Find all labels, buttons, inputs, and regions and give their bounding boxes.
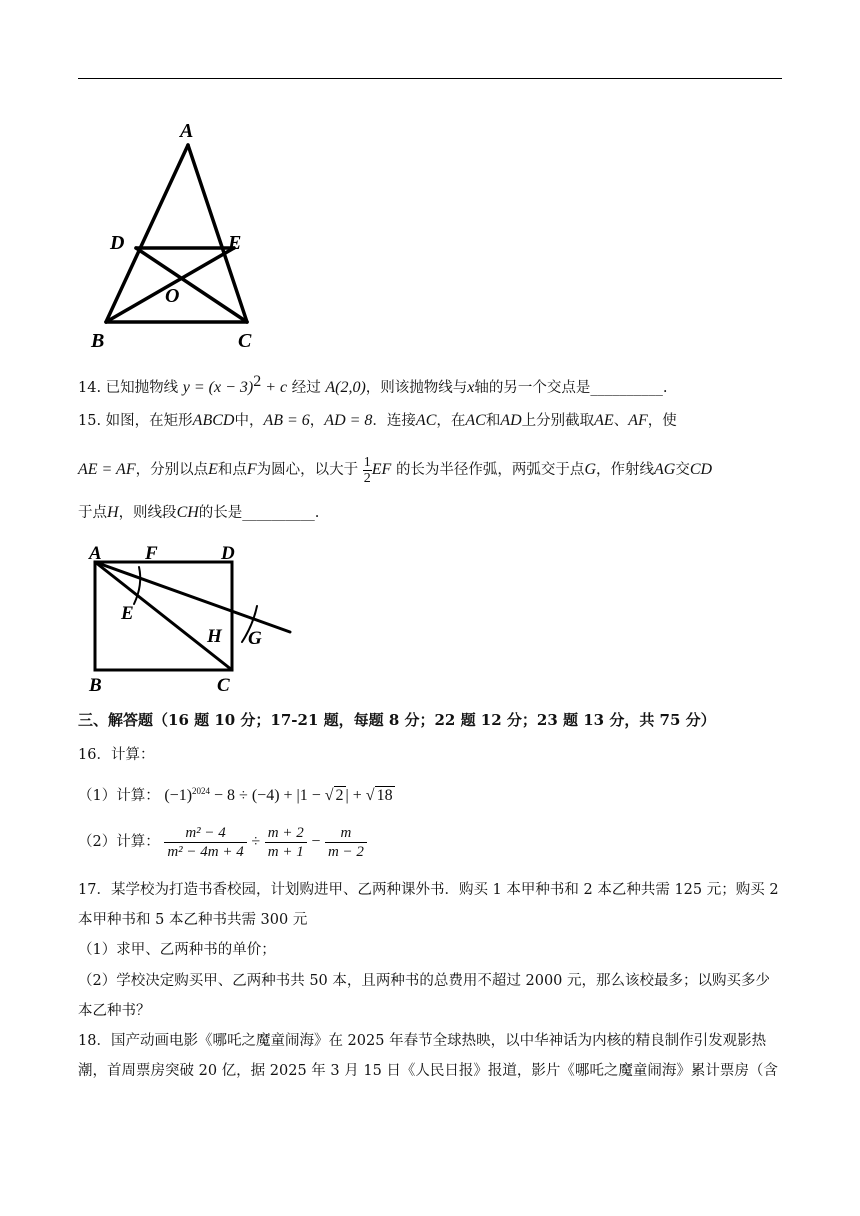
text: ，则线段 — [118, 505, 177, 521]
point-a: A(2,0) — [325, 378, 366, 396]
exponent: 2 — [253, 373, 262, 390]
header-rule — [78, 78, 782, 79]
math: AD — [500, 412, 522, 429]
text: 中， — [234, 413, 264, 429]
segment-dc — [136, 248, 247, 322]
diagonal-ac — [95, 562, 232, 670]
axis-x: x — [467, 378, 475, 396]
answer-blank: __________. — [590, 379, 668, 396]
math: | + — [345, 786, 366, 804]
radicand: 2 — [335, 786, 344, 804]
math: E — [208, 461, 218, 478]
math: AB = 6 — [263, 412, 310, 429]
math: CD — [689, 461, 713, 478]
math: AC — [415, 412, 437, 429]
operator: ÷ — [251, 833, 261, 850]
text: ．连接 — [372, 413, 416, 429]
label-c: C — [238, 330, 252, 352]
text: 和点 — [217, 462, 247, 478]
operator: − — [311, 833, 321, 850]
denominator: m² − 4m + 4 — [167, 843, 244, 860]
radicand: 18 — [376, 786, 393, 804]
math: F — [246, 461, 257, 478]
numerator: m² − 4 — [164, 824, 246, 843]
numerator: m — [325, 824, 367, 843]
question-number: 15. — [78, 413, 102, 429]
text: 轴的另一个交点是 — [474, 379, 591, 396]
math: CH — [176, 504, 199, 521]
text: 于点 — [78, 505, 107, 521]
text: ，作射线 — [596, 462, 654, 478]
question-15-line-2 — [78, 452, 712, 488]
triangle-figure — [85, 115, 275, 355]
text: ， — [309, 413, 325, 429]
fraction-one-half — [363, 455, 372, 486]
math: AC — [465, 412, 486, 429]
label-g: G — [248, 628, 262, 649]
parabola-formula: y = (x − 3) — [182, 378, 254, 396]
math: AE = AF — [78, 461, 136, 478]
label-e: E — [228, 232, 242, 254]
label-f: F — [145, 543, 158, 564]
numerator: 1 — [363, 454, 371, 470]
text: 上分别截取 — [521, 413, 595, 429]
question-15-line-3 — [78, 503, 319, 523]
text: 的长为半径作弧，两弧交于点 — [395, 462, 585, 478]
fraction-1 — [164, 824, 246, 861]
text: 经过 — [291, 379, 321, 396]
answer-blank: __________. — [242, 505, 320, 521]
math: G — [584, 461, 596, 478]
fraction-2 — [265, 824, 307, 861]
rectangle-figure-svg — [85, 540, 300, 700]
math: AF — [628, 412, 648, 429]
math: H — [107, 504, 119, 521]
label-b: B — [91, 330, 105, 352]
label-a: A — [180, 120, 194, 142]
part-label: （2）计算： — [78, 834, 160, 850]
math: AG — [654, 461, 676, 478]
denominator: m − 2 — [327, 843, 364, 860]
math: − 8 ÷ (−4) + |1 − — [210, 786, 325, 804]
question-17-part-2a: （2）学校决定购买甲、乙两种书共 50 本，且两种书的总费用不超过 2000 元，那么该校最多；以购买多少 — [78, 973, 771, 989]
question-17-line-1: 17．某学校为打造书香校园，计划购进甲、乙两种课外书．购买 1 本甲种书和 2 本乙种共需 125 元；购买 2 — [78, 882, 779, 898]
rectangle-figure — [85, 540, 300, 700]
question-number: 14. — [78, 379, 102, 396]
label-e: E — [121, 603, 134, 624]
formula-tail: + c — [261, 378, 288, 396]
question-16-part-2 — [78, 822, 367, 862]
question-16-part-1: （1）计算： $(-1)^{2024} - 8 \div (-4) + |1$ − √ 2 | + √ 18 — [78, 786, 393, 804]
text: ，使 — [647, 413, 677, 429]
math: (−1) — [164, 786, 193, 804]
label-c: C — [217, 675, 230, 696]
math: AD = 8 — [324, 412, 373, 429]
question-15-line-1 — [78, 411, 677, 431]
text: ，分别以点 — [135, 462, 209, 478]
label-h: H — [207, 626, 222, 647]
text: ，在 — [436, 413, 466, 429]
label-b: B — [89, 675, 102, 696]
math: EF — [371, 461, 392, 478]
fraction-3 — [325, 824, 367, 861]
numerator: m + 2 — [265, 824, 307, 843]
question-17-part-2b: 本乙种书？ — [78, 1003, 151, 1019]
text: ，则该抛物线与 — [365, 379, 468, 396]
question-18-line-1: 18．国产动画电影《哪吒之魔童闹海》在 2025 年春节全球热映，以中华神话为内核的精良制作引发观影热 — [78, 1033, 767, 1049]
exponent: 2024 — [192, 786, 211, 796]
question-17-line-2: 本甲种书和 5 本乙种书共需 300 元 — [78, 912, 308, 928]
text: 已知抛物线 — [105, 379, 179, 396]
denominator: m + 1 — [267, 843, 304, 860]
math: AE — [594, 412, 614, 429]
text: 、 — [613, 413, 629, 429]
label-d: D — [221, 543, 235, 564]
math: ABCD — [192, 412, 235, 429]
text: 交 — [675, 462, 690, 478]
question-16-title: 16．计算： — [78, 747, 155, 763]
text: 如图，在矩形 — [105, 413, 193, 429]
text: 的长是 — [198, 505, 243, 521]
question-14 — [78, 372, 668, 398]
label-o: O — [165, 285, 180, 307]
section-3-heading: 三、解答题（16 题 10 分；17-21 题，每题 8 分；22 题 12 分；23 题 13 分，共 75 分） — [78, 711, 716, 729]
label-a: A — [89, 543, 102, 564]
denominator: 2 — [363, 470, 371, 486]
triangle-figure-svg — [85, 115, 275, 355]
question-18-line-2: 潮，首周票房突破 20 亿，据 2025 年 3 月 15 日《人民日报》报道，影片《哪吒之魔童闹海》累计票房（含 — [78, 1063, 778, 1079]
label-d: D — [110, 232, 125, 254]
text: 为圆心，以大于 — [256, 462, 359, 478]
text: 和 — [485, 413, 501, 429]
part-label: （1）计算： — [78, 787, 160, 804]
question-17-part-1: （1）求甲、乙两种书的单价； — [78, 942, 276, 958]
